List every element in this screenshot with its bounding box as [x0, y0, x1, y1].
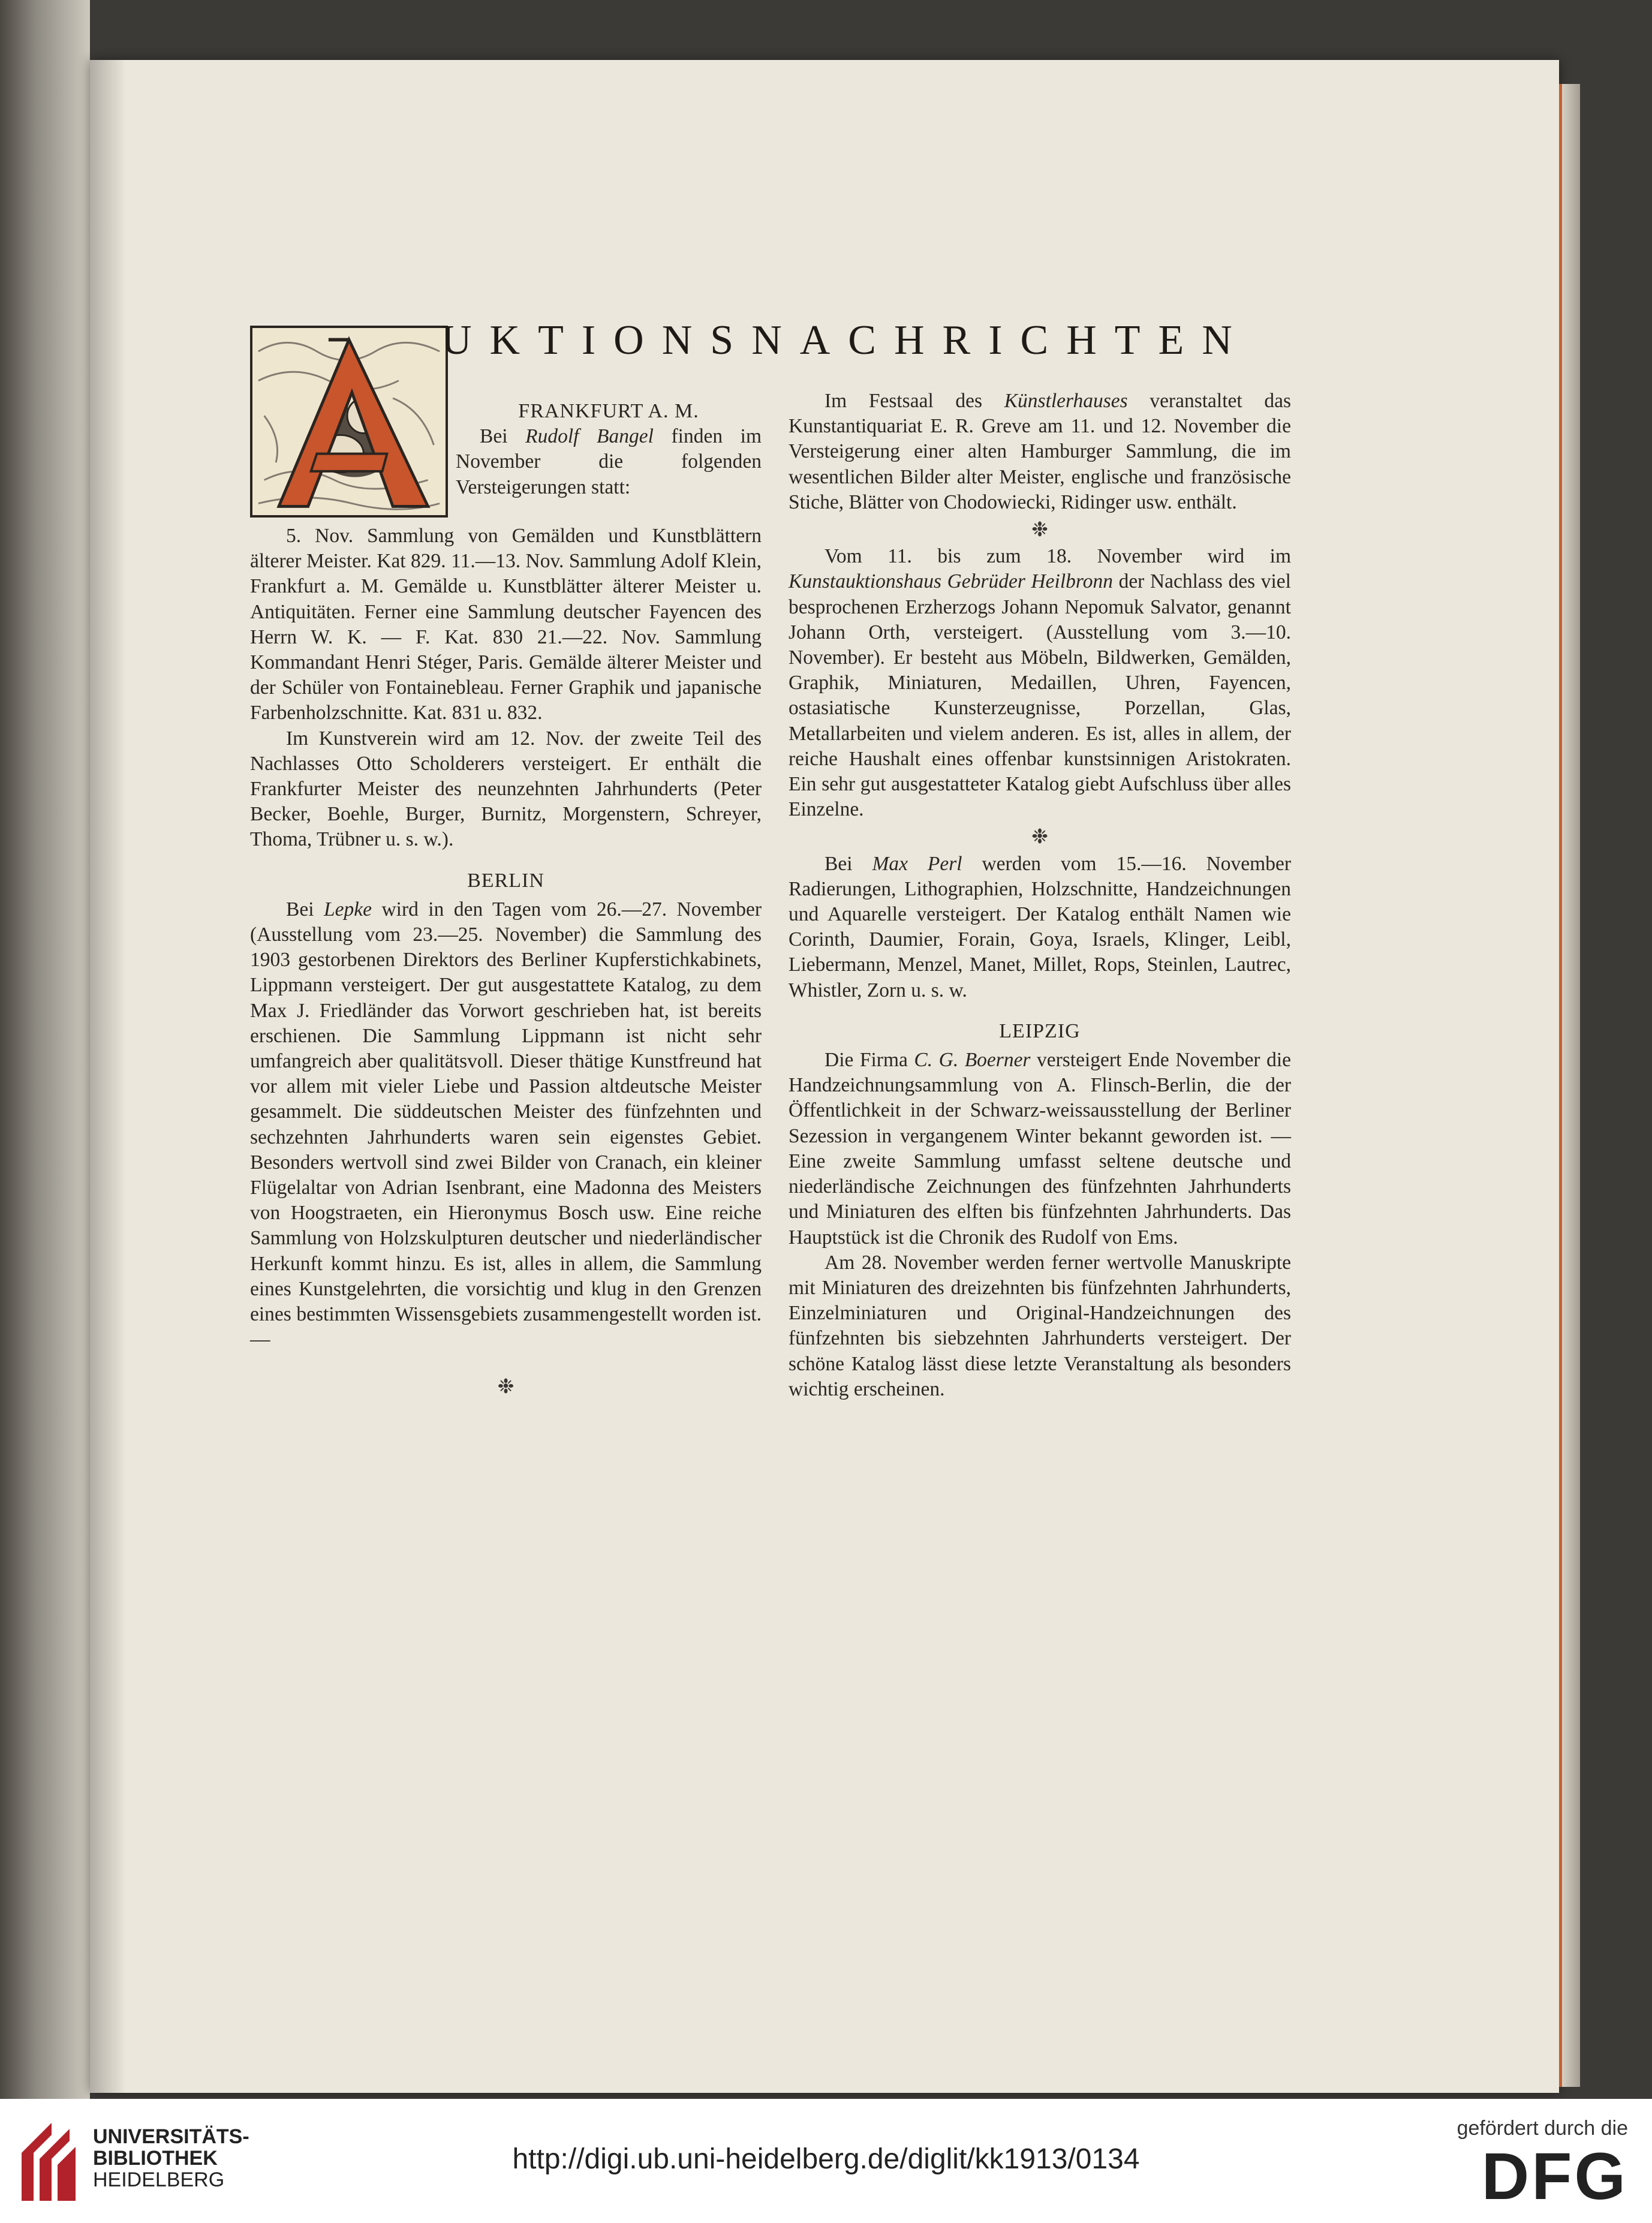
page-edge [1559, 84, 1580, 2087]
funding-note: gefördert durch die [1457, 2117, 1628, 2140]
text-run: Bei [286, 898, 324, 921]
text-run: Die Firma [825, 1049, 914, 1072]
frankfurt-intro-block [456, 399, 762, 500]
firm-name: Max Perl [872, 852, 962, 875]
text-run: Bei [480, 425, 526, 448]
right-column [789, 389, 1291, 1402]
firm-name: C. G. Boerner [914, 1049, 1031, 1072]
section-title-frankfurt: FRANKFURT A. M. [518, 400, 699, 422]
library-name-line: BIBLIOTHEK [93, 2147, 218, 2170]
article-heading: UKTIONSNACHRICHTEN [441, 317, 1250, 363]
firm-name: Rudolf Bangel [525, 425, 654, 448]
section-title-berlin: BERLIN [467, 869, 544, 892]
ornament-star: ❉ [497, 1375, 514, 1398]
text-run: veranstaltet das Kunstantiquariat E. R. Greve am 11. und 12. November die Versteigerung einer alten Hamburger Sammlung, die im wesentlichen Bilder alter Meister, englische und französische Stiche, Blätter von Chodowiecki, Ridinger usw. enthält. [789, 390, 1291, 513]
initial-a-illustration [252, 328, 446, 515]
text-run: Vom 11. bis zum 18. November wird im [825, 545, 1291, 568]
venue-name: Künstlerhauses [1004, 390, 1128, 412]
text-run: der Nachlass des viel besprochenen Erzherzogs Johann Nepomuk Salvator, genannt Johann Orth, versteigert. (Ausstellung vom 3.—10. November). Er besteht aus Möbeln, Bildwerken, Gemälden, Graphik, Miniaturen, Medaillen, Uhren, Fayencen, ostasiatische Kunsterzeugnisse, Porzellan, Glas, Metallarbeiten und vielem anderen. Es ist, alles in allem, der reiche Haushalt eines offenbar kunstsinnigen Aristokraten. Ein sehr gut ausgestatteter Katalog giebt Aufschluss über alles Einzelne. [789, 570, 1291, 821]
library-name-line: HEIDELBERG [93, 2168, 225, 2191]
text-run: versteigert Ende November die Handzeichnungsammlung von A. Flinsch-Berlin, die der Öffentlichkeit in der Schwarz-weissausstellung der Berliner Sezession in vergangenem Winter bekannt geworden ist. — Eine zweite Sammlung umfasst seltene deutsche und niederländische Zeichnungen des fünfzehnten Jahrhunderts und Miniaturen des elften bis fünfzehnten Jahrhunderts. Das Hauptstück ist die Chronik des Rudolf von Ems. [789, 1049, 1292, 1249]
dfg-logo: DFG [1481, 2140, 1628, 2213]
manuscripts-paragraph: Am 28. November werden ferner wertvolle Manuskripte mit Miniaturen des dreizehnten bis fünfzehnten Jahrhunderts, Einzelminiaturen und Original-Handzeichnungen des fünfzehnten bis siebzehnten Jahrhunderts versteigert. Der schöne Katalog lässt diese letzte Veranstaltung als besonders wichtig erscheinen. [789, 1251, 1291, 1400]
frankfurt-paragraph-1: 5. Nov. Sammlung von Gemälden und Kunstblättern älterer Meister. Kat 829. 11.—13. Nov. Sammlung Adolf Klein, Frankfurt a. M. Gemälde u. Kunstblätter älterer Meister u. Antiquitäten. Ferner eine Sammlung deutscher Fayencen des Herrn W. K. — F. Kat. 830 21.—22. Nov. Sammlung Kommandant Henri Stéger, Paris. Gemälde älterer Meister und der Schüler von Fontainebleau. Ferner Graphik und japanische Farbenholzschnitte. Kat. 831 u. 832. [250, 525, 762, 724]
ornament-star: ❉ [1031, 519, 1049, 542]
text-run: finden im November die folgenden Versteigerungen statt: [456, 425, 762, 498]
left-background [0, 0, 90, 2099]
greve-paragraph [789, 389, 1291, 515]
text-run: werden vom 15.—16. November Radierungen, Lithographien, Holzschnitte, Handzeichnungen und Aquarelle versteigert. Der Katalog enthält Namen wie Corinth, Daumier, Forain, Goya, Israels, Klinger, Leibl, Liebermann, Menzel, Manet, Millet, Rops, Steinlen, Lautrec, Whistler, Zorn u. s. w. [789, 852, 1291, 1001]
gutter-shadow [90, 60, 126, 2093]
text-run: Bei [825, 852, 872, 875]
heilbronn-paragraph [789, 544, 1291, 822]
permalink-url[interactable]: http://digi.ub.uni-heidelberg.de/diglit/kk1913/0134 [512, 2143, 1140, 2175]
ornament-star: ❉ [1031, 826, 1049, 849]
perl-paragraph [789, 852, 1291, 1003]
frankfurt-paragraph-2: Im Kunstverein wird am 12. Nov. der zweite Teil des Nachlasses Otto Scholderers versteigert. Er enthält die Frankfurter Meister des neunzehnten Jahrhunderts (Peter Becker, Boehle, Burger, Burnitz, Morgenstern, Schreyer, Thoma, Trübner u. s. w.). [250, 727, 762, 851]
frankfurt-intro-paragraph [456, 424, 762, 500]
section-title-leipzig: LEIPZIG [999, 1019, 1081, 1042]
firm-name: Kunstauktionshaus Gebrüder Heilbronn [789, 570, 1113, 593]
boerner-paragraph [789, 1048, 1291, 1250]
firm-name: Lepke [323, 898, 372, 921]
berlin-paragraph [250, 897, 762, 1353]
library-name-line: UNIVERSITÄTS- [93, 2125, 249, 2148]
text-run: wird in den Tagen vom 26.—27. November (Ausstellung vom 23.—25. November) die Sammlung des 1903 gestorbenen Direktors des Berliner Kupferstichkabinets, Lippmann versteigert. Der gut ausgestattete Katalog, zu dem Max J. Friedländer das Vorwort geschrieben hat, ist bereits erschienen. Die Sammlung Lippmann ist nicht sehr umfangreich aber qualitätsvoll. Dieser thätige Kunstfreund hat vor allem mit vieler Liebe und Passion altdeutsche Meister gesammelt. Die süddeutschen Meister des fünfzehnten und sechzehnten Jahrhunderts waren sein eigenstes Gebiet. Besonders wertvoll sind zwei Bilder von Cranach, ein kleiner Flügelaltar von Adrian Isenbrant, eine Madonna des Meisters von Hoogstraeten, ein Hieronymus Bosch usw. Eine reiche Sammlung von Holzskulpturen deutscher und niederländischer Herkunft kommt hinzu. Es ist, alles in allem, die Sammlung eines Kunstgelehrten, die vorsichtig und klug in den Grenzen eines bestimmten Wissensgebiets zusammengestellt worden ist. — [250, 898, 762, 1351]
text-run: Im Festsaal des [825, 390, 1004, 412]
decorated-initial-letter [250, 326, 448, 518]
left-column [250, 524, 762, 1401]
